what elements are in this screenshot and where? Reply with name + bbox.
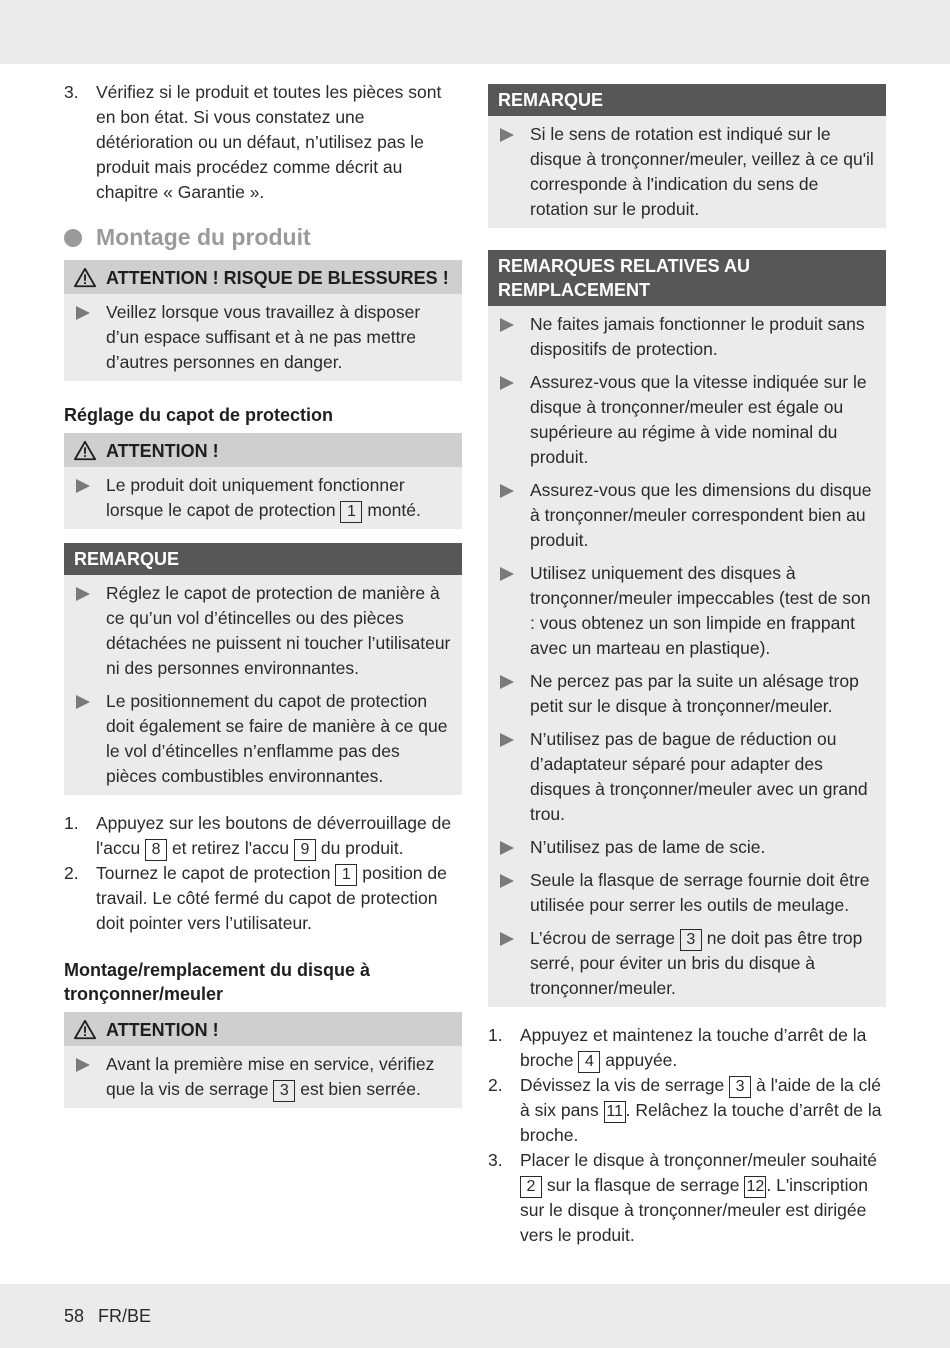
part-reference: 9 (294, 839, 316, 861)
step-1-hold-spindle-lock (488, 1023, 886, 1073)
bullet-text: L’écrou de serrage (530, 928, 675, 948)
remarque-header: REMARQUE (64, 543, 462, 575)
bullet-text: Assurez-vous que la vitesse indiquée sur le disque à tronçonner/meuler est égale ou supérieure au régime à vide nominal du produit. (530, 372, 867, 467)
attention-body (64, 294, 462, 381)
bullet-text: Ne percez pas par la suite un alésage trop petit sur le disque à tronçonner/meuler. (530, 671, 859, 716)
step-text: position de travail. Le côté fermé du capot de protection doit pointer vers l’utilisateur. (96, 863, 447, 933)
part-reference: 3 (729, 1076, 751, 1098)
bullet-text: Utilisez uniquement des disques à tronçonner/meuler impeccables (test de son : vous obtenez un son limpide en frappant avec un marteau en plastique). (530, 563, 871, 658)
remarque-bullet (498, 122, 876, 222)
warning-triangle-icon (74, 1019, 96, 1041)
step-text: . L'inscription sur le disque à tronçonner/meuler est dirigée vers le produit. (520, 1175, 868, 1245)
step-text: Dévissez la vis de serrage (520, 1075, 725, 1095)
left-column (64, 80, 462, 1122)
remarque-bullet (498, 312, 876, 362)
step-text: . Relâchez la touche d’arrêt de la broche. (520, 1100, 882, 1145)
remarque-bullet (498, 727, 876, 827)
step-number: 3. (488, 1150, 503, 1170)
triangle-bullet-icon (500, 733, 514, 747)
remarque-bullet (498, 868, 876, 918)
step-3-check (64, 80, 462, 205)
triangle-bullet-icon (500, 567, 514, 581)
attention-header (64, 1012, 462, 1046)
section-title: Montage du produit (96, 224, 311, 250)
bullet-text: N’utilisez pas de lame de scie. (530, 837, 766, 857)
attention-body (64, 1046, 462, 1108)
bullet-text: monté. (367, 500, 421, 520)
remarque-bullet (74, 581, 452, 681)
part-reference: 1 (340, 501, 362, 523)
remarque-bullet (498, 835, 876, 860)
remarques-box-remplacement (488, 250, 886, 1007)
step-text: appuyée. (605, 1050, 678, 1070)
bullet-text: Seule la flasque de serrage fournie doit être utilisée pour serrer les outils de meulage. (530, 870, 870, 915)
triangle-bullet-icon (76, 587, 90, 601)
attention-title: ATTENTION ! (106, 1020, 219, 1040)
attention-title: ATTENTION ! RISQUE DE BLESSURES ! (106, 268, 449, 288)
step-text: à l'aide de la clé à six pans (520, 1075, 881, 1120)
remarque-bullet (498, 478, 876, 553)
bullet-text: Assurez-vous que les dimensions du disque à tronçonner/meuler correspondent bien au produit. (530, 480, 872, 550)
step-text: Vérifiez si le produit et toutes les pièces sont en bon état. Si vous constatez une détérioration ou un défaut, n’utilisez pas le produit mais procédez comme décrit au chapitre « Garantie ». (96, 82, 442, 202)
bullet-text: Veillez lorsque vous travaillez à disposer d’un espace suffisant et à ne pas mettre d’autres personnes en danger. (106, 302, 421, 372)
remarque-header: REMARQUES RELATIVES AU REMPLACEMENT (488, 250, 886, 306)
triangle-bullet-icon (500, 318, 514, 332)
top-band (0, 0, 950, 64)
footer-band (0, 1284, 950, 1348)
attention-body (64, 467, 462, 529)
part-reference: 11 (604, 1101, 626, 1123)
bullet-text: Ne faites jamais fonctionner le produit sans dispositifs de protection. (530, 314, 865, 359)
page-number: 58 (64, 1306, 85, 1326)
triangle-bullet-icon (500, 874, 514, 888)
bullet-text: N’utilisez pas de bague de réduction ou d’adaptateur séparé pour adapter des disques à tronçonner/meuler avec un grand trou. (530, 729, 868, 824)
step-text: Placer le disque à tronçonner/meuler souhaité (520, 1150, 878, 1170)
attention-box-capot (64, 433, 462, 529)
triangle-bullet-icon (76, 695, 90, 709)
part-reference: 3 (273, 1080, 295, 1102)
part-reference: 3 (680, 929, 702, 951)
remarque-bullet (498, 561, 876, 661)
part-reference: 12 (744, 1176, 766, 1198)
bullet-text: est bien serrée. (300, 1079, 421, 1099)
capot-steps (64, 811, 462, 936)
remarque-box-capot (64, 543, 462, 795)
step-text: Tournez le capot de protection (96, 863, 331, 883)
step-text: Appuyez sur les boutons de déverrouillage de l'accu (96, 813, 452, 858)
attention-header (64, 260, 462, 294)
warning-triangle-icon (74, 267, 96, 289)
step-1-remove-battery (64, 811, 462, 861)
part-reference: 1 (335, 864, 357, 886)
triangle-bullet-icon (500, 376, 514, 390)
locale-label: FR/BE (98, 1306, 152, 1326)
footer-text (64, 1304, 165, 1329)
bullet-text: Le produit doit uniquement fonctionner lorsque le capot de protection (106, 475, 405, 520)
bullet-text: Réglez le capot de protection de manière à ce qu’un vol d’étincelles ou des pièces détachées ne puissent ni toucher l’utilisateur ni des personnes environnantes. (106, 583, 451, 678)
remarque-body (488, 306, 886, 1007)
intro-steps (64, 80, 462, 205)
remarque-body (488, 116, 886, 228)
triangle-bullet-icon (500, 675, 514, 689)
triangle-bullet-icon (500, 932, 514, 946)
bullet-text: Le positionnement du capot de protection doit également se faire de manière à ce que le vol d’étincelles n’enflamme pas des pièces combustibles environnantes. (106, 691, 448, 786)
section-header (64, 225, 462, 250)
step-text: du produit. (320, 838, 404, 858)
remarque-body (64, 575, 462, 795)
subheading-capot: Réglage du capot de protection (64, 405, 334, 425)
step-number: 1. (64, 813, 79, 833)
step-number: 1. (488, 1025, 503, 1045)
step-number: 2. (488, 1075, 503, 1095)
bullet-text: Si le sens de rotation est indiqué sur le disque à tronçonner/meuler, veillez à ce qu'il corresponde à l'indication du sens de rotation sur le produit. (530, 124, 874, 219)
step-text: sur la flasque de serrage (546, 1175, 740, 1195)
attention-box-injury (64, 260, 462, 381)
remarque-bullet (498, 370, 876, 470)
step-number: 2. (64, 863, 79, 883)
part-reference: 2 (520, 1176, 542, 1198)
attention-title: ATTENTION ! (106, 441, 219, 461)
part-reference: 4 (578, 1051, 600, 1073)
triangle-bullet-icon (76, 1058, 90, 1072)
step-text: Appuyez et maintenez la touche d’arrêt de la broche (520, 1025, 867, 1070)
attention-header (64, 433, 462, 467)
bullet-text: ne doit pas être trop serré, pour éviter un bris du disque à tronçonner/meuler. (530, 928, 863, 998)
right-column (488, 84, 886, 1248)
replacement-steps (488, 1023, 886, 1248)
bullet-text: Avant la première mise en service, vérifiez que la vis de serrage (106, 1054, 435, 1099)
bullet-dot-icon (64, 229, 82, 247)
step-text: et retirez l'accu (171, 838, 290, 858)
triangle-bullet-icon (500, 484, 514, 498)
remarque-header: REMARQUE (488, 84, 886, 116)
remarque-box-rotation (488, 84, 886, 228)
part-reference: 8 (145, 839, 167, 861)
attention-bullet (74, 1052, 452, 1102)
step-3-place-disc (488, 1148, 886, 1248)
step-2-unscrew (488, 1073, 886, 1148)
attention-bullet (74, 473, 452, 523)
attention-box-vis (64, 1012, 462, 1108)
step-number: 3. (64, 82, 79, 102)
triangle-bullet-icon (500, 128, 514, 142)
remarque-bullet (498, 926, 876, 1001)
triangle-bullet-icon (76, 479, 90, 493)
remarque-bullet (498, 669, 876, 719)
step-2-rotate-guard (64, 861, 462, 936)
subheading-montage-disque: Montage/remplacement du disque à tronçonner/meuler (64, 960, 371, 1004)
attention-bullet (74, 300, 452, 375)
remarque-bullet (74, 689, 452, 789)
triangle-bullet-icon (500, 841, 514, 855)
triangle-bullet-icon (76, 306, 90, 320)
warning-triangle-icon (74, 440, 96, 462)
